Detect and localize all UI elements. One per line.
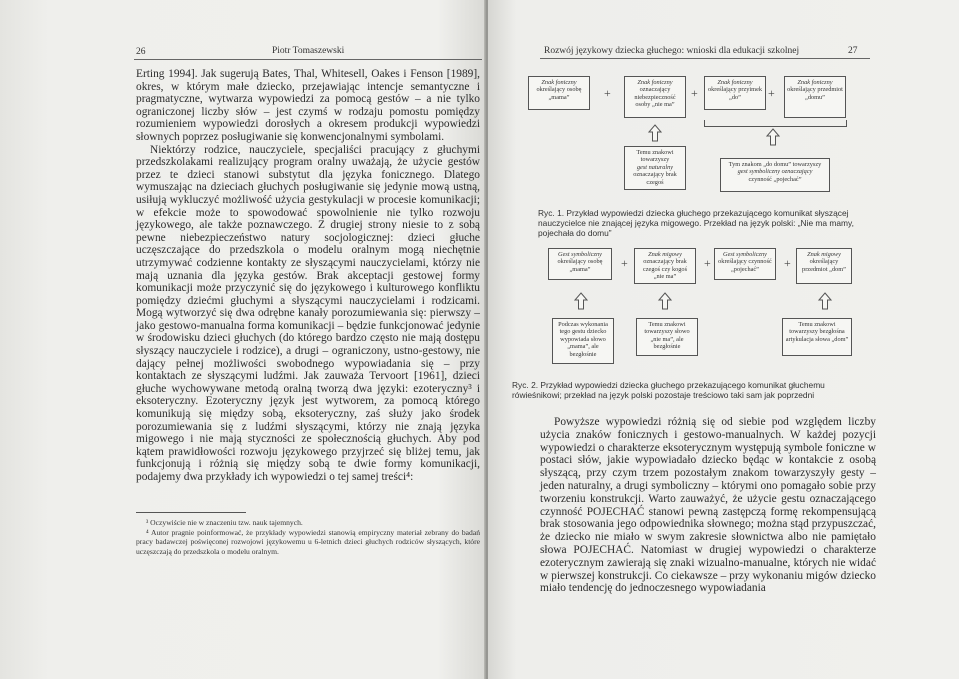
footnote: ⁴ Autor pragnie poinformować, że przykłady wypowiedzi stanowią empiryczny materiał zebrany do badań pracy badawczej poświęconej rozwojowi językowemu u 6-letnich dzieci głuchych rodziców słyszących, które uczęszczają do przedszkola o modelu oralnym.: [136, 527, 480, 556]
paragraph: Erting 1994]. Jak sugerują Bates, Thal, Whitesell, Oakes i Fenson [1989], okres, w którym małe dziecko, przejawiając intencje semantyczne i pragmatyczne, wytwarza wypowiedzi za pomocą gestów – a nie tylko ograniczonej liczby słów – jest czymś w rodzaju pomostu pomiędzy rozumieniem wypowiedzi dorosłych a okresem produkcji wypowiedzi słownych poprzez posługiwanie się konwencjonalnymi symbolami.: [136, 68, 480, 143]
header-rule-right: [540, 58, 870, 59]
plus-sign: +: [691, 86, 698, 100]
left-body-text: [136, 68, 480, 484]
arrow-up-icon: [766, 128, 780, 146]
fig1-result-right: Tym znakom „do domu” towarzyszy gest symboliczny oznaczający czynność „pojechać”: [720, 158, 830, 192]
plus-sign: +: [704, 256, 711, 270]
running-header-left: Piotr Tomaszewski: [272, 46, 345, 56]
footnotes: [136, 518, 480, 556]
fig2-result-c: Temu znakowi towarzyszy bezgłośna artykulacja słowa „dom”: [782, 318, 852, 356]
plus-sign: +: [784, 256, 791, 270]
plus-sign: +: [604, 86, 611, 100]
connector-line: [704, 120, 705, 127]
footnote-rule: [136, 512, 246, 513]
figure1-caption: Ryc. 1. Przykład wypowiedzi dziecka głuchego przekazującego komunikat słyszącej nauczycielce nie znającej języka migowego. Przekład na język polski: „Nie ma mamy, pojechała do domu”: [538, 208, 854, 238]
header-rule-left: [134, 59, 482, 60]
page-number-left: 26: [136, 47, 146, 57]
page-number-right: 27: [848, 46, 858, 56]
fig1-box-1: Znak foniczny określający osobę „mama”: [528, 76, 590, 110]
plus-sign: +: [621, 256, 628, 270]
connector-line: [704, 126, 846, 127]
arrow-up-icon: [648, 124, 662, 142]
arrow-up-icon: [818, 292, 832, 310]
figure2-caption: Ryc. 2. Przykład wypowiedzi dziecka głuchego przekazującego komunikat głuchemu rówieśnikowi; przekład na język polski pozostaje treściowo taki sam jak poprzedni: [512, 380, 825, 400]
fig1-result-left: Temu znakowi towarzyszy gest naturalny oznaczający brak czegoś: [624, 146, 686, 190]
fig2-result-a: Podczas wykonania tego gestu dziecko wypowiada słowo „mama”, ale bezgłośnie: [552, 318, 614, 364]
arrow-up-icon: [658, 292, 672, 310]
paragraph: Niektórzy rodzice, nauczyciele, specjaliści pracujący z głuchymi przedszkolakami realizujący program oralny uważają, że użycie gestów przez te dzieci stanowi substytut dla języka fonicznego. Dlatego wymuszając na dzieciach głuchych posługiwanie się jedynie mową ustną, usiłują wykluczyć możliwość użycia gestykulacji w procesie komunikacji; w efekcie może to spowodować spowolnienie nie tylko rozwoju językowego, ale także poznawczego. Z drugiej strony niesie to z sobą pewne niebezpieczeństwo natury socjologicznej: dzieci głuche uczęszczające do przedszkola o modelu oralnym mogą niechętnie utrzymywać codzienne kontakty ze słyszącymi nauczycielami, którzy nie mają uznania dla języka gestów. Brak akceptacji gestowej formy komunikacji może przyczynić się do językowego i kulturowego konfliktu pomiędzy dziećmi głuchymi a słyszącymi nauczycielami i rodzicami. Mogą wytworzyć się dwa odrębne kanały porozumiewania się: pierwszy – jako gestowo-manualna forma komunikacji – będzie funkcjonować jedynie w środowisku dzieci głuchych (do którego bardzo często nie mają dostępu słyszący nauczyciele i rodzice), a drugi – ograniczony, ustno-gestowy, nie dający pełnej możliwości swobodnego wypowiadania się – przy kontaktach ze słyszącymi ludźmi. Jak zauważa Tervoort [1961], dzieci głuche wychowywane metodą oralną tworzą dwa języki: ezoteryczny³ i eksoteryczny. Ezoteryczny język jest wytworem, za pomocą którego komunikują się między sobą, eksoteryczny, zaś służy jako środek porozumiewania się z ludźmi słyszącymi, którzy nie znają języka migowego i nie mają styczności ze społecznością głuchych. Aby pod kątem prawidłowości rozwoju językowego przyjrzeć się bliżej temu, jak funkcjonują i różnią się między sobą te dwie formy komunikacji, podajemy dwa przykłady ich wypowiedzi o tej samej treści⁴:: [136, 143, 480, 483]
footnote: ³ Oczywiście nie w znaczeniu tzw. nauk tajemnych.: [146, 518, 303, 527]
paragraph: Powyższe wypowiedzi różnią się od siebie pod względem liczby użycia znaków fonicznych i gestowo-manualnych. W każdej pozycji wypowiedzi o charakterze eksoterycznym występują symbole foniczne w postaci słów, jakie wypowiadało dziecko będąc w kontakcie z osobą słyszącą, przy czym trzem pozostałym znakom towarzyszyły gesty – jeden naturalny, a drugi symboliczny – którymi ono pomagało sobie przy tworzeniu konstrukcji. Warto zauważyć, że użycie gestu oznaczającego czynność POJECHAĆ stanowi pewną zastępczą formę rekompensującą brak stosowania jego odpowiednika słownego; można stąd przypuszczać, że dziecko nie miało w swym zakresie słownictwa albo nie pamiętało słowa POJECHAĆ. Natomiast w drugiej wypowiedzi o charakterze ezoterycznym zawierają się znaki wizualno-manualne, których nie widać w pierwszej konstrukcji. Co ciekawsze – przy wykonaniu migów dziecko miało tendencję do jednoczesnego wypowiadania: [540, 416, 876, 595]
running-header-right: Rozwój językowy dziecka głuchego: wnioski dla edukacji szkolnej: [544, 46, 800, 56]
right-page: [488, 0, 959, 679]
fig2-box-1: Gest symboliczny określający osobę „mama”: [548, 248, 612, 280]
fig1-box-4: Znak foniczny określający przedmiot „domu”: [784, 76, 846, 118]
right-body-text: [540, 416, 876, 595]
plus-sign: +: [768, 86, 775, 100]
fig2-box-3: Gest symboliczny określający czynność „pojechać”: [714, 248, 776, 280]
fig2-result-b: Temu znakowi towarzyszy słowo „nie ma”, ale bezgłośnie: [636, 318, 698, 356]
fig1-box-2: Znak foniczny oznaczający niebezpieczność osoby „nie ma”: [624, 76, 686, 118]
fig2-box-2: Znak migowy oznaczający brak czegoś czy kogoś „nie ma”: [634, 248, 696, 284]
arrow-up-icon: [574, 292, 588, 310]
fig1-box-3: Znak foniczny określający przyimek „do”: [704, 76, 766, 110]
fig2-box-4: Znak migowy określający przedmiot „dom”: [796, 248, 852, 284]
connector-line: [846, 120, 847, 127]
